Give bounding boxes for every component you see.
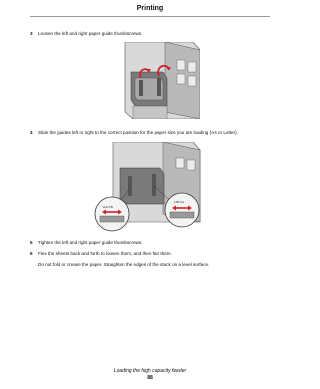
step-number: 6 <box>30 251 33 256</box>
step-text: Flex the sheets back and forth to loosen them, and then fan them. <box>38 251 172 256</box>
step-6 <box>30 251 270 257</box>
step-3 <box>30 31 270 37</box>
page-title: Printing <box>136 5 164 12</box>
step-number: 5 <box>30 240 33 245</box>
figure-loosen-thumbscrews <box>105 42 200 119</box>
step-5 <box>30 240 270 246</box>
figure-label-right: LTR A4 <box>174 200 184 204</box>
step-number: 4 <box>30 130 33 135</box>
footer-section: Loading the high capacity feeder <box>113 368 187 374</box>
header-rule <box>30 16 270 17</box>
note-text: Do not fold or crease the paper. Straighten the edges of the stack on a level surface. <box>38 262 210 267</box>
page-number: 88 <box>147 375 153 381</box>
step-text: Loosen the left and right paper guide thumbscrews. <box>38 31 143 36</box>
figure-slide-guides <box>88 142 208 234</box>
step-text: Tighten the left and right paper guide thumbscrews. <box>38 240 143 245</box>
step-number: 3 <box>30 31 33 36</box>
figure-label-left: A4 LTR <box>103 205 113 209</box>
step-text: Slide the guides left or right to the correct position for the paper size you are loading (A4 or Letter). <box>38 130 238 135</box>
step-4 <box>30 130 270 136</box>
